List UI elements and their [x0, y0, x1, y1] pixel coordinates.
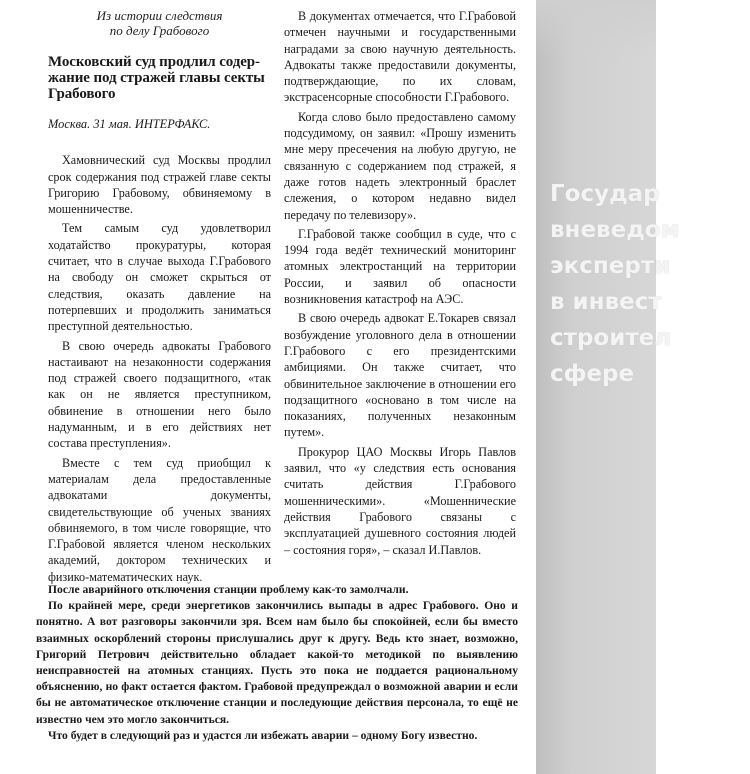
paragraph: Когда слово было предоставлено самому подсудимому, он заявил: «Прошу изменить мне меру пресечения на любую другую, не связанную с содержанием под стражей, я даже готов надеть электронный браслет слежения, о котором недавно видел передачу по телевизору». [284, 109, 516, 222]
paragraph: По крайней мере, среди энергетиков закончились выпады в адрес Грабового. Оно и понятно. А вот разговоры закончили зря. Всем нам было бы спокойней, если бы вместо взаимных оскорблений стороны прислушались друг к другу. Ведь кто знает, возможно, Григорий Петрович действительно обладает какой-то методикой по выявлению неисправностей на атомных станциях. Пусть это пока не поддается рациональному объяснению, но факт остается фактом. Грабовой предупреждал о возможной аварии и если бы не автоматическое отключение станции и последующие действия персонала, то ещё не известно чем это могло закончиться. [36, 599, 518, 726]
bottom-commentary [36, 582, 518, 744]
side-heading-line: Государ [550, 181, 660, 207]
rubric-line: по делу Грабового [109, 23, 210, 38]
headline-line: жание под стражей главы секты [48, 70, 265, 86]
headline-line: Московский суд продлил содер- [48, 54, 260, 70]
paragraph: В свою очередь адвокаты Грабового настаивают на незаконности содержания под стражей своего подзащитного, «так как он не является преступником, обвинение в отношении него было надуманным, и в его действиях нет состава преступления». [48, 338, 271, 451]
side-heading-line: сфере [550, 361, 635, 387]
paragraph: Прокурор ЦАО Москвы Игорь Павлов заявил, что «у следствия есть основания считать действия Г.Грабового мошенническими». «Мошеннические действия Грабового связаны с эксплуатацией душевного состояния людей – состояния горя», – сказал И.Павлов. [284, 444, 516, 557]
paragraph: Вместе с тем суд приобщил к материалам дела предоставленные адвокатами документы, свидетельствующие об ученых званиях обвиняемого, в том числе говорящие, что Г.Грабовой является членом нескольких академий, доктором технических и физико-математических наук. [48, 455, 271, 584]
side-panel-shade [536, 0, 656, 60]
right-column [284, 8, 516, 558]
rubric-line: Из истории следствия [96, 8, 223, 23]
right-body [284, 8, 516, 558]
side-panel [536, 0, 680, 774]
left-body [48, 152, 271, 585]
paragraph: Тем самым суд удовлетворил ходатайство прокуратуры, которая считает, что в случае выхода Г.Грабового на свободу он сможет скрыться от следствия, оказать давление на потерпевших и продолжить заниматься преступной деятельностью. [48, 221, 271, 334]
paragraph: В свою очередь адвокат Е.Токарев связал возбуждение уголовного дела в отношении Г.Грабового с его президентскими амбициями. Он также считает, что обвинительное заключение в отношении его подзащитного «основано в том числе на показаниях, полученных незаконным путем». [284, 311, 516, 440]
article-headline [48, 54, 271, 102]
section-rubric [48, 8, 271, 38]
side-heading-line: в инвест [550, 289, 662, 315]
side-heading-line: строител [550, 325, 672, 351]
side-heading-line: эксперти [550, 253, 671, 279]
side-heading [550, 176, 750, 392]
dateline: Москва. 31 мая. ИНТЕРФАКС. [48, 117, 211, 131]
side-heading-line: вневедом [550, 217, 680, 243]
paragraph: Хамовнический суд Москвы продлил срок содержания под стражей главе секты Григорию Грабовому, обвиняемому в мошенничестве. [48, 153, 271, 217]
paragraph: Г.Грабовой также сообщил в суде, что с 1994 года ведёт технический мониторинг атомных электростанций на территории России, и заявил об опасности возникновения катастроф на АЭС. [284, 226, 516, 307]
paragraph: В документах отмечается, что Г.Грабовой отмечен научными и государственными наградами за свою научную деятельность. Адвокаты также предоставили документы, подтверждающие, по их словам, экстрасенсорные способности Г.Грабового. [284, 9, 516, 105]
paragraph: После аварийного отключения станции проблему как-то замолчали. [48, 583, 409, 596]
headline-line: Грабового [48, 86, 116, 102]
left-column [48, 0, 271, 585]
paragraph: Что будет в следующий раз и удастся ли избежать аварии – одному Богу известно. [48, 728, 478, 742]
